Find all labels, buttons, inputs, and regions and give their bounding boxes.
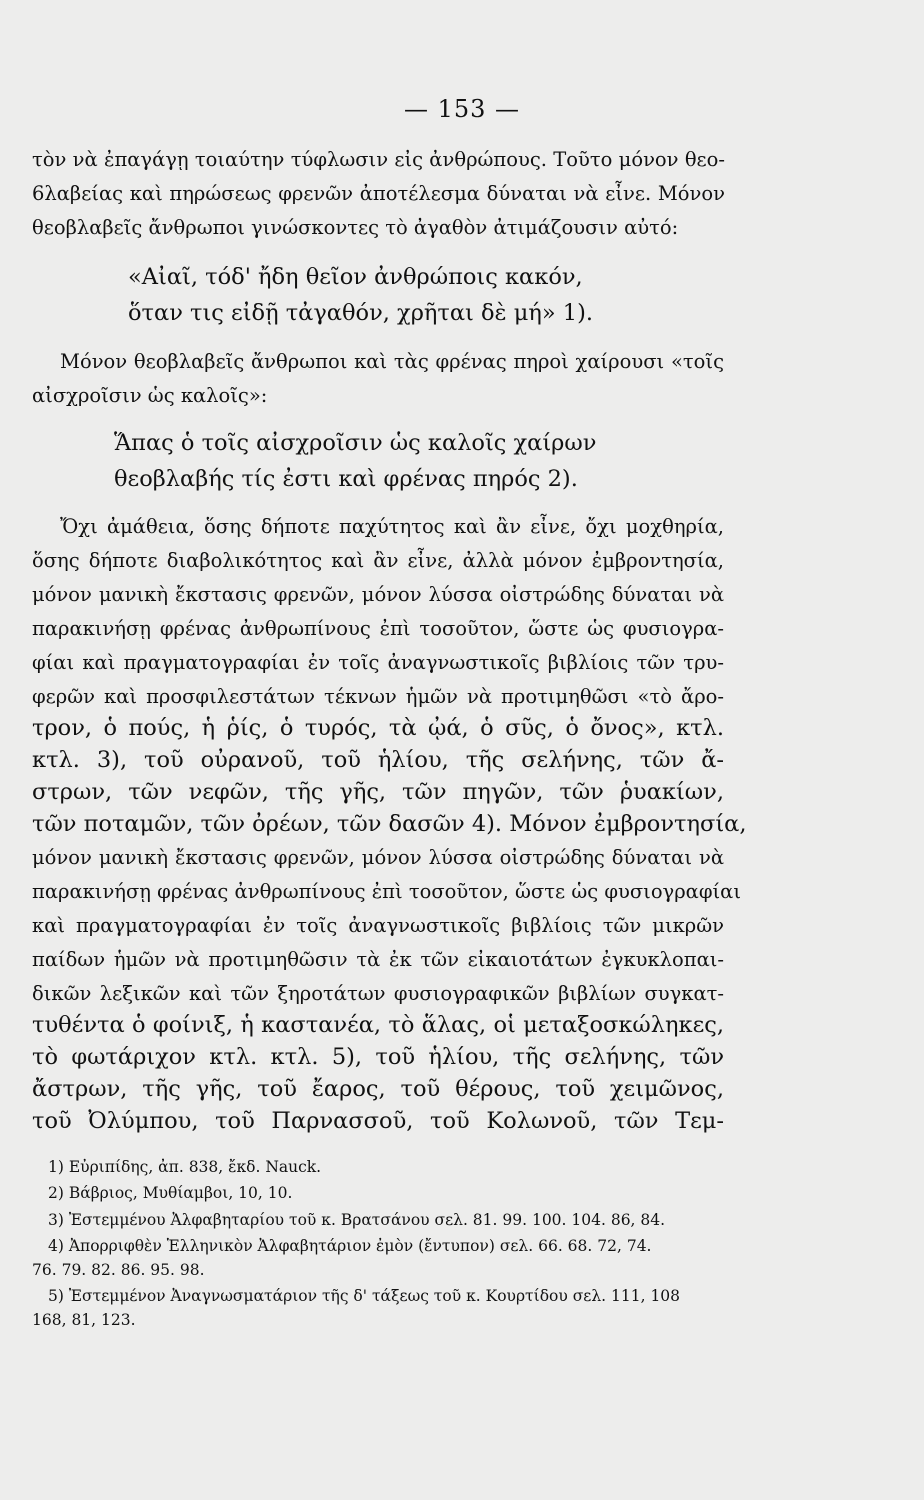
text-line: ἄστρων, τῆς γῆς, τοῦ ἔαρος, τοῦ θέρους, τοῦ χειμῶνος,: [32, 1076, 724, 1102]
text-line: 6λαβείας καὶ πηρώσεως φρενῶν ἀποτέλεσμα δύναται νὰ εἶνε. Μόνον: [32, 182, 725, 205]
text-line: τῶν ποταμῶν, τῶν ὀρέων, τῶν δασῶν 4). Μόνον ἐμβροντησία,: [32, 811, 747, 837]
text-line: τυθέντα ὁ φοίνιξ, ἡ καστανέα, τὸ ἅλας, οἱ μεταξοσκώληκες,: [32, 1012, 724, 1038]
text-line: παίδων ἡμῶν νὰ προτιμηθῶσιν τὰ ἐκ τῶν εἰκαιοτάτων ἐγκυκλοπαι-: [32, 948, 724, 971]
verse-line: Ἅπας ὁ τοῖς αἰσχροῖσιν ὡς καλοῖς χαίρων: [114, 430, 597, 456]
text-line: τρον, ὁ πούς, ἡ ῥίς, ὁ τυρός, τὰ ᾠά, ὁ σῦς, ὁ ὄνος», κτλ.: [32, 715, 724, 741]
footnote: 76. 79. 82. 86. 95. 98.: [32, 1261, 205, 1279]
text-line: τὸν νὰ ἐπαγάγῃ τοιαύτην τύφλωσιν εἰς ἀνθρώπους. Τοῦτο μόνον θεο-: [32, 148, 725, 171]
text-line: φίαι καὶ πραγματογραφίαι ἐν τοῖς ἀναγνωστικοῖς βιβλίοις τῶν τρυ-: [32, 651, 724, 674]
text-line: τὸ φωτάριχον κτλ. κτλ. 5), τοῦ ἡλίου, τῆς σελήνης, τῶν: [32, 1044, 724, 1070]
text-line: Μόνον θεοβλαβεῖς ἄνθρωποι καὶ τὰς φρένας πηροὶ χαίρουσι «τοῖς: [60, 350, 724, 373]
footnote: 168, 81, 123.: [32, 1311, 136, 1329]
text-line: μόνον μανικὴ ἔκστασις φρενῶν, μόνον λύσσα οἰστρώδης δύναται νὰ: [32, 583, 724, 606]
verse-line: ὅταν τις εἰδῇ τἀγαθόν, χρῆται δὲ μή» 1).: [128, 300, 594, 326]
text-line: παρακινήσῃ φρένας ἀνθρωπίνους ἐπὶ τοσοῦτον, ὥστε ὡς φυσιογρα-: [32, 617, 724, 640]
footnote: 3) Ἐστεμμένου Ἀλφαβηταρίου τοῦ κ. Βρατσάνου σελ. 81. 99. 100. 104. 86, 84.: [48, 1211, 666, 1229]
text-line: παρακινήσῃ φρένας ἀνθρωπίνους ἐπὶ τοσοῦτον, ὥστε ὡς φυσιογραφίαι: [32, 880, 741, 903]
footnote: 1) Εὐριπίδης, ἀπ. 838, ἔκδ. Nauck.: [48, 1158, 322, 1176]
footnote: 2) Βάβριος, Μυθίαμβοι, 10, 10.: [48, 1184, 293, 1202]
verse-line: θεοβλαβής τίς ἐστι καὶ φρένας πηρός 2).: [114, 466, 578, 492]
footnote: 4) Ἀπορριφθὲν Ἑλληνικὸν Ἀλφαβητάριον ἐμὸν (ἔντυπον) σελ. 66. 68. 72, 74.: [48, 1237, 652, 1255]
footnote: 5) Ἐστεμμένον Ἀναγνωσματάριον τῆς δ' τάξεως τοῦ κ. Κουρτίδου σελ. 111, 108: [48, 1287, 681, 1305]
text-line: τοῦ Ὀλύμπου, τοῦ Παρνασσοῦ, τοῦ Κολωνοῦ, τῶν Τεμ-: [32, 1108, 724, 1134]
text-line: κτλ. 3), τοῦ οὐρανοῦ, τοῦ ἡλίου, τῆς σελήνης, τῶν ἄ-: [32, 747, 724, 773]
verse-line: «Αἰαῖ, τόδ' ἤδη θεῖον ἀνθρώποις κακόν,: [128, 264, 583, 290]
text-line: αἰσχροῖσιν ὡς καλοῖς»:: [32, 384, 268, 407]
text-line: μόνον μανικὴ ἔκστασις φρενῶν, μόνον λύσσα οἰστρώδης δύναται νὰ: [32, 846, 724, 869]
page-number: — 153 —: [403, 95, 521, 123]
text-line: καὶ πραγματογραφίαι ἐν τοῖς ἀναγνωστικοῖς βιβλίοις τῶν μικρῶν: [32, 914, 724, 937]
text-line: Ὄχι ἀμάθεια, ὅσης δήποτε παχύτητος καὶ ἂν εἶνε, ὄχι μοχθηρία,: [60, 515, 724, 538]
text-line: φερῶν καὶ προσφιλεστάτων τέκνων ἡμῶν νὰ προτιμηθῶσι «τὸ ἄρο-: [32, 685, 724, 708]
text-line: στρων, τῶν νεφῶν, τῆς γῆς, τῶν πηγῶν, τῶν ῥυακίων,: [32, 779, 724, 805]
text-line: δικῶν λεξικῶν καὶ τῶν ξηροτάτων φυσιογραφικῶν βιβλίων συγκατ-: [32, 982, 724, 1005]
text-line: ὅσης δήποτε διαβολικότητος καὶ ἂν εἶνε, ἀλλὰ μόνον ἐμβροντησία,: [32, 549, 724, 572]
text-line: θεοβλαβεῖς ἄνθρωποι γινώσκοντες τὸ ἀγαθὸν ἀτιμάζουσιν αὐτό:: [32, 216, 679, 239]
